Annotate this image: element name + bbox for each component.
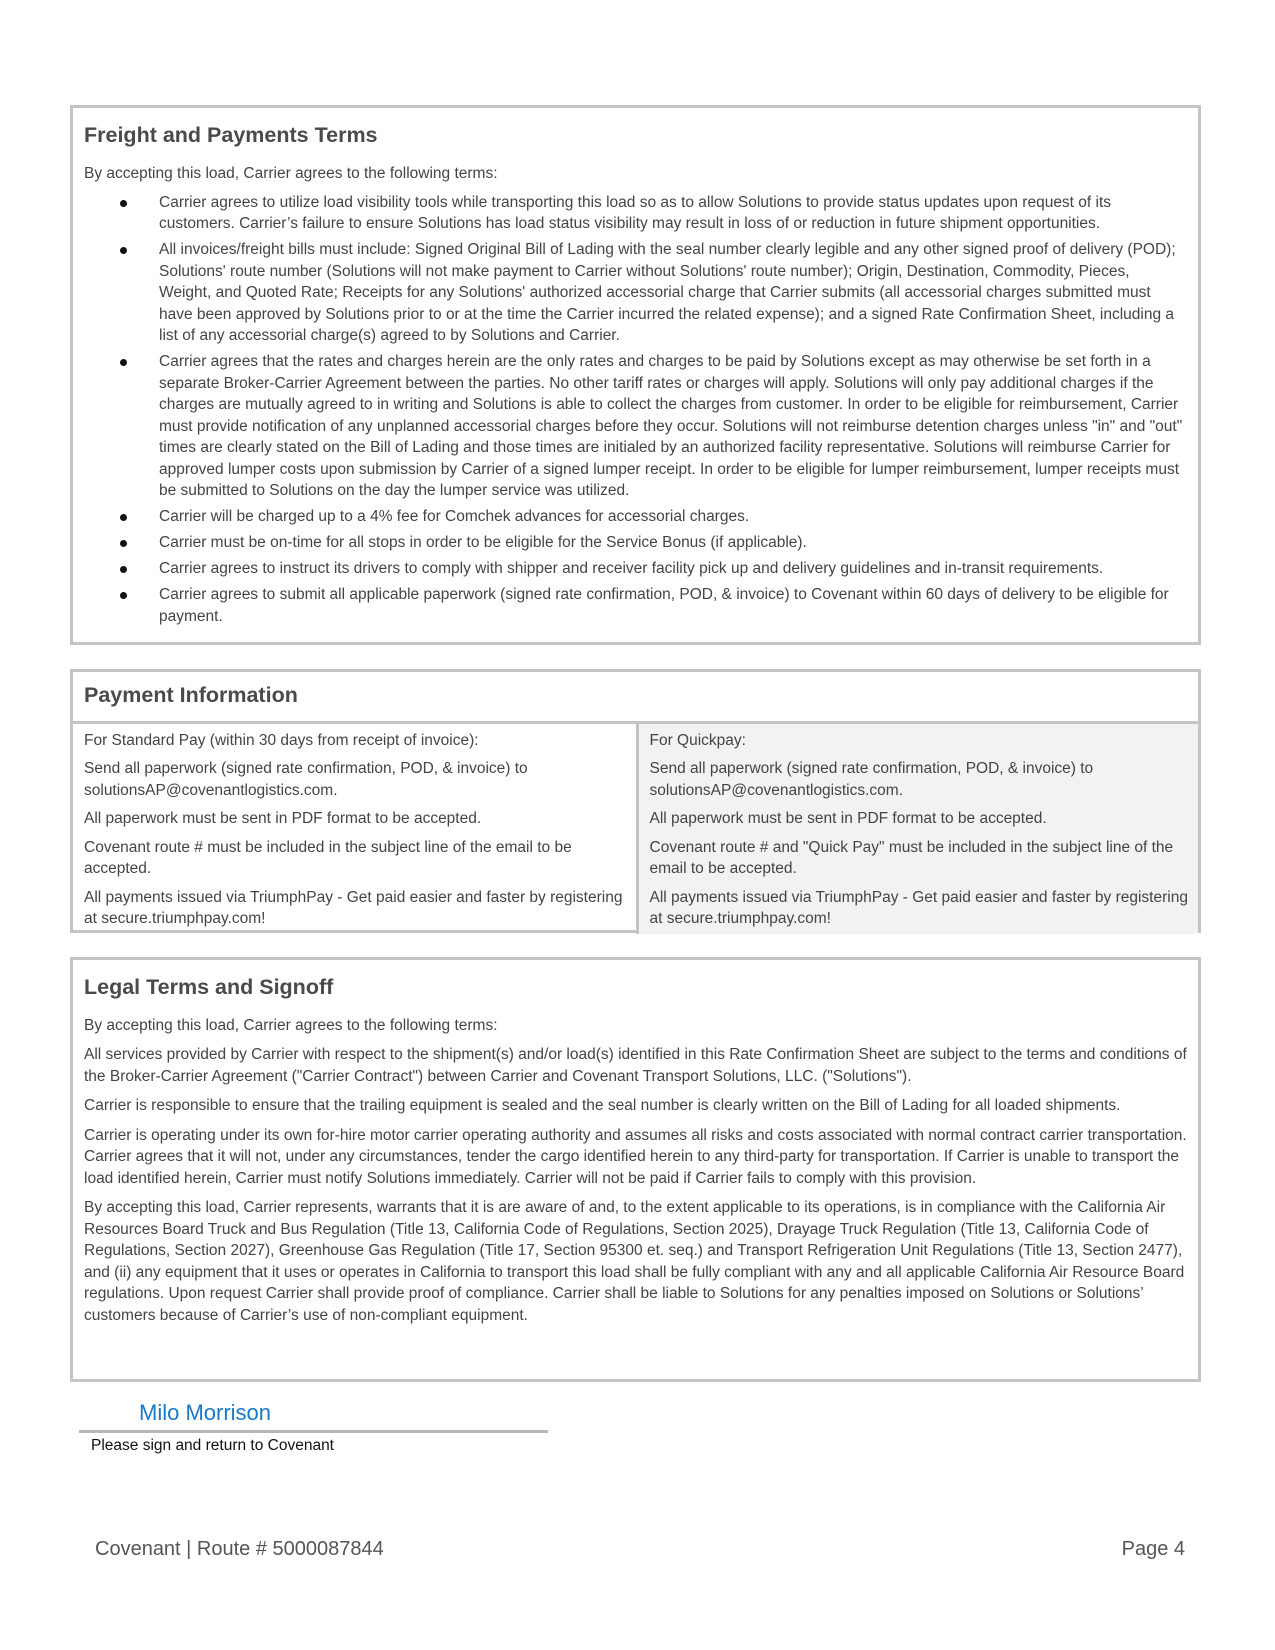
quickpay-line: Send all paperwork (signed rate confirmation, POD, & invoice) to solutionsAP@covenantlogistics.com. <box>649 760 1094 799</box>
standard-pay-column <box>73 724 636 934</box>
list-item: Carrier agrees to submit all applicable paperwork (signed rate confirmation, POD, & invoice) to Covenant within 60 days of delivery to be eligible for payment. <box>73 584 1185 627</box>
standard-pay-line: All payments issued via TriumphPay - Get paid easier and faster by registering at secure.triumphpay.com! <box>84 888 623 928</box>
signature-caption: Please sign and return to Covenant <box>91 1437 334 1454</box>
bullet-icon <box>120 359 127 366</box>
list-item: Carrier agrees to instruct its drivers to comply with shipper and receiver facility pick up and delivery guidelines and in-transit requirements. <box>73 558 1185 580</box>
bullet-icon <box>120 540 127 547</box>
list-item: Carrier agrees that the rates and charges herein are the only rates and charges to be paid by Solutions except as may otherwise be set forth in a separate Broker-Carrier Agreement between the parties. No other tariff rates or charges will apply. Solutions will only pay additional charges if the charges are mutually agreed to in writing and Solutions is able to collect the charges from customer. In order to be eligible for reimbursement, Carrier must provide notification of any unplanned accessorial charges before they occur. Solutions will not reimburse detention charges unless "in" and "out" times are clearly stated on the Bill of Lading and those times are initialed by an authorized facility representative. Solutions will reimburse Carrier for approved lumper costs upon submission by Carrier of a signed lumper receipt. In order to be eligible for lumper reimbursement, lumper receipts must be submitted to Solutions on the day the lumper service was utilized. <box>73 351 1185 502</box>
standard-pay-line: All paperwork must be sent in PDF format to be accepted. <box>84 810 482 828</box>
list-item: All invoices/freight bills must include: Signed Original Bill of Lading with the seal number clearly legible and any other signed proof of delivery (POD); Solutions' route number (Solutions will not make payment to Carrier without Solutions' route number); Origin, Destination, Commodity, Pieces, Weight, and Quoted Rate; Receipts for any Solutions' authorized accessorial charge that Carrier submits (all accessorial charges submitted must have been approved by Solutions prior to or at the time the Carrier incurred the related expense); and a signed Rate Confirmation Sheet, including a list of any accessorial charge(s) agreed to by Solutions and Carrier. <box>73 239 1185 347</box>
quickpay-heading: For Quickpay: <box>649 731 746 749</box>
legal-terms-section <box>70 957 1201 1382</box>
payment-table <box>73 724 1198 934</box>
payment-information-title: Payment Information <box>73 672 1198 724</box>
bullet-icon <box>120 566 127 573</box>
footer-page-number: Page 4 <box>1121 1538 1185 1560</box>
freight-terms-section <box>70 105 1201 645</box>
quickpay-line: All payments issued via TriumphPay - Get paid easier and faster by registering at secure.triumphpay.com! <box>649 888 1188 928</box>
signature-name: Milo Morrison <box>139 1400 272 1425</box>
legal-terms-intro: By accepting this load, Carrier agrees to the following terms: <box>84 1016 498 1034</box>
bullet-icon <box>120 514 127 521</box>
standard-pay-line: Covenant route # must be included in the subject line of the email to be accepted. <box>84 838 572 878</box>
footer-route: Covenant | Route # 5000087844 <box>95 1538 384 1560</box>
legal-paragraph: By accepting this load, Carrier represents, warrants that it is are aware of and, to the extent applicable to its operations, is in compliance with the California Air Resources Board Truck and Bus Regulation (Title 13, California Code of Regulations, Section 2025), Drayage Truck Regulation (Title 13, California Code of Regulations, Section 2027), Greenhouse Gas Regulation (Title 17, Section 95300 et. seq.) and Transport Refrigeration Unit Regulations (Title 13, Section 2477), and (ii) any equipment that it uses or operates in California to transport this load shall be fully compliant with any and all applicable California Air Resource Board regulations. Upon request Carrier shall provide proof of compliance. Carrier shall be liable to Solutions for any penalties imposed on Solutions or Solutions’ customers because of Carrier’s use of non-compliant equipment. <box>84 1199 1185 1324</box>
quickpay-line: Covenant route # and "Quick Pay" must be included in the subject line of the email to be accepted. <box>649 838 1174 878</box>
list-item: Carrier must be on-time for all stops in order to be eligible for the Service Bonus (if applicable). <box>73 532 1185 554</box>
payment-information-section <box>70 669 1201 933</box>
legal-terms-title: Legal Terms and Signoff <box>84 975 334 999</box>
standard-pay-line: Send all paperwork (signed rate confirmation, POD, & invoice) to solutionsAP@covenantlogistics.com. <box>84 760 528 799</box>
standard-pay-heading: For Standard Pay (within 30 days from receipt of invoice): <box>84 731 479 749</box>
quickpay-column <box>636 724 1199 934</box>
list-item: Carrier will be charged up to a 4% fee for Comchek advances for accessorial charges. <box>73 506 1185 528</box>
bullet-icon <box>120 200 127 207</box>
bullet-icon <box>120 247 127 254</box>
legal-paragraph: Carrier is operating under its own for-hire motor carrier operating authority and assumes all risks and costs associated with normal contract carrier transportation. Carrier agrees that it will not, under any circumstances, tender the cargo identified herein to any third-party for transportation. If Carrier is unable to transport the load identified herein, Carrier must notify Solutions immediately. Carrier will not be paid if Carrier fails to comply with this provision. <box>84 1126 1187 1187</box>
bullet-icon <box>120 592 127 599</box>
signature-line <box>79 1430 548 1433</box>
quickpay-line: All paperwork must be sent in PDF format to be accepted. <box>649 810 1047 828</box>
legal-paragraph: All services provided by Carrier with respect to the shipment(s) and/or load(s) identified in this Rate Confirmation Sheet are subject to the terms and conditions of the Broker-Carrier Agreement ("Carrier Contract") between Carrier and Covenant Transport Solutions, LLC. ("Solutions"). <box>84 1046 1187 1085</box>
freight-terms-list <box>73 192 1198 628</box>
legal-paragraph: Carrier is responsible to ensure that the trailing equipment is sealed and the seal number is clearly written on the Bill of Lading for all loaded shipments. <box>84 1097 1121 1115</box>
freight-terms-intro: By accepting this load, Carrier agrees to the following terms: <box>84 164 498 182</box>
freight-terms-title: Freight and Payments Terms <box>84 123 378 147</box>
list-item: Carrier agrees to utilize load visibility tools while transporting this load so as to allow Solutions to provide status updates upon request of its customers. Carrier’s failure to ensure Solutions has load status visibility may result in loss of or reduction in future shipment opportunities. <box>73 192 1185 235</box>
